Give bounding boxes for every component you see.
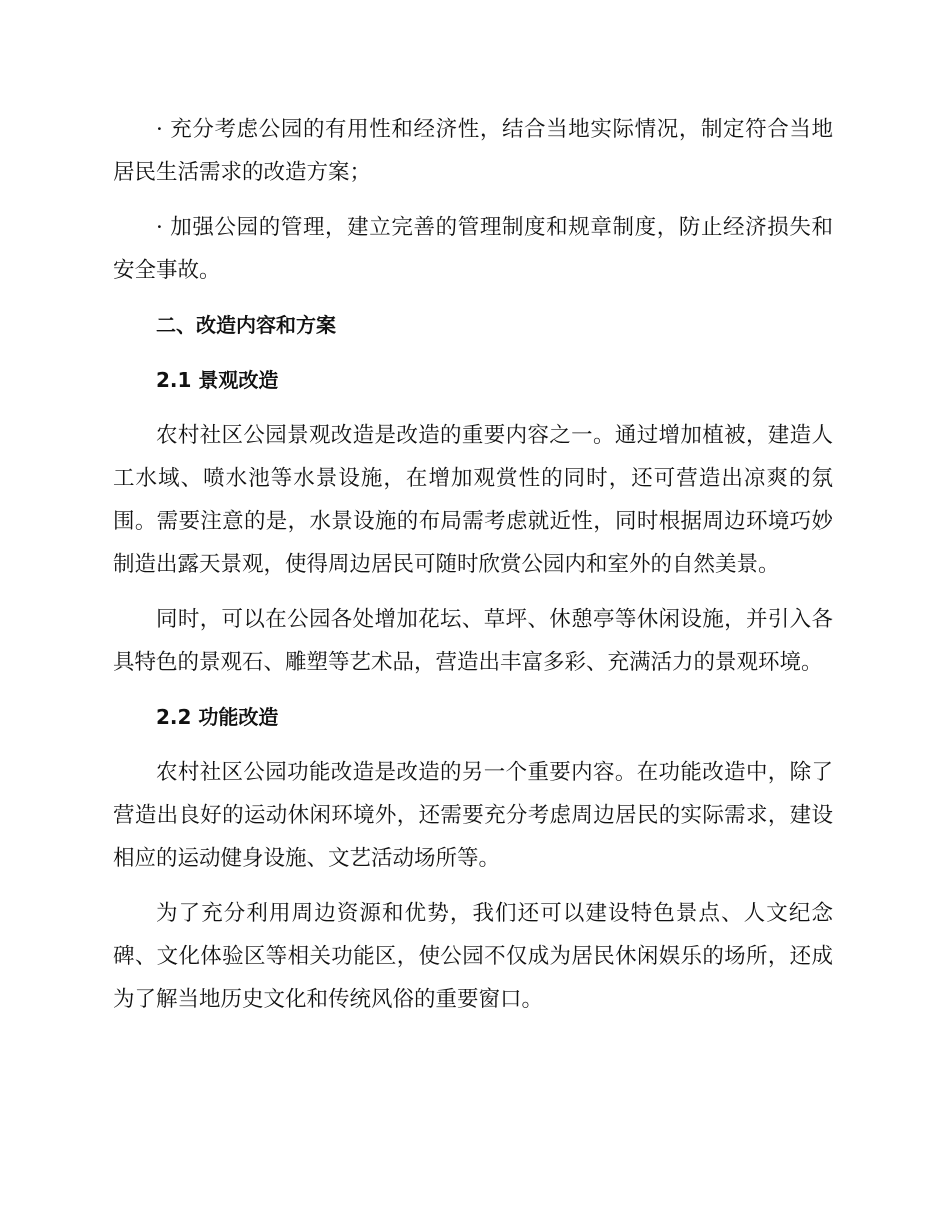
paragraph-function-2: 为了充分利用周边资源和优势，我们还可以建设特色景点、人文纪念碑、文化体验区等相关功能区，使公园不仅成为居民休闲娱乐的场所，还成为了解当地历史文化和传统风俗的重要窗口。 bbox=[113, 901, 833, 1012]
bullet-item-2: · 加强公园的管理，建立完善的管理制度和规章制度，防止经济损失和安全事故。 bbox=[113, 215, 833, 283]
paragraph-function-1: 农村社区公园功能改造是改造的另一个重要内容。在功能改造中，除了营造出良好的运动休闲环境外，还需要充分考虑周边居民的实际需求，建设相应的运动健身设施、文艺活动场所等。 bbox=[113, 760, 833, 871]
section-heading: 二、改造内容和方案 bbox=[156, 313, 336, 337]
sub-heading-function: 2.2 功能改造 bbox=[156, 705, 279, 729]
sub-heading-landscape: 2.1 景观改造 bbox=[156, 368, 279, 392]
document-body bbox=[113, 108, 833, 1033]
paragraph-landscape-2: 同时，可以在公园各处增加花坛、草坪、休憩亭等休闲设施，并引入各具特色的景观石、雕塑等艺术品，营造出丰富多彩、充满活力的景观环境。 bbox=[113, 607, 833, 675]
paragraph-landscape-1: 农村社区公园景观改造是改造的重要内容之一。通过增加植被，建造人工水域、喷水池等水景设施，在增加观赏性的同时，还可营造出凉爽的氛围。需要注意的是，水景设施的布局需考虑就近性，同时根据周边环境巧妙制造出露天景观，使得周边居民可随时欣赏公园内和室外的自然美景。 bbox=[113, 423, 833, 577]
bullet-item-1: · 充分考虑公园的有用性和经济性，结合当地实际情况，制定符合当地居民生活需求的改造方案； bbox=[113, 117, 833, 185]
